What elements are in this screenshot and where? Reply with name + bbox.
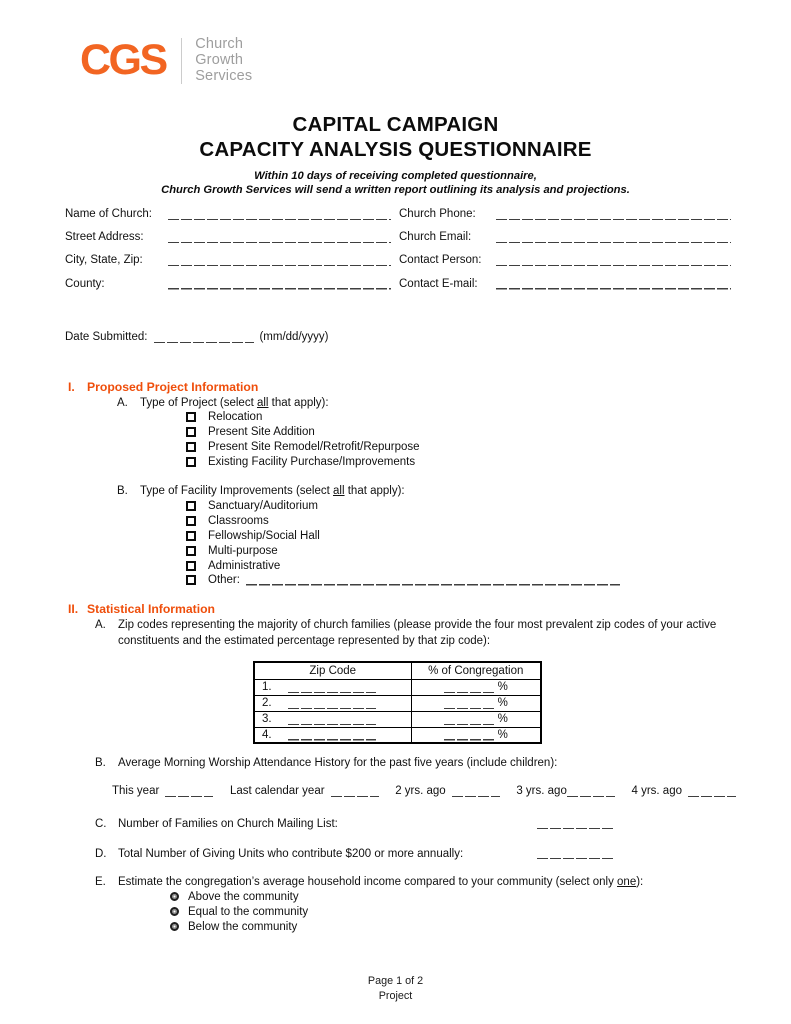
- option-classrooms: [186, 514, 620, 529]
- zip-row-number: 2.: [262, 697, 272, 709]
- street-address-label: Street Address:: [65, 231, 144, 244]
- zip-code-column-header: Zip Code: [254, 662, 411, 679]
- section-1a-text-pre: Type of Project (select: [140, 397, 257, 409]
- household-income-options: [170, 889, 308, 934]
- section-2e-text: [118, 876, 643, 888]
- attendance-history-row: [112, 782, 736, 797]
- city-state-zip-input-line[interactable]: [168, 254, 391, 266]
- this-year-input-line[interactable]: [165, 785, 213, 797]
- congregation-pct-column-header: % of Congregation: [411, 662, 541, 679]
- attendance-2-yrs: [395, 785, 500, 797]
- last-year-label: Last calendar year: [229, 785, 325, 797]
- three-yrs-ago-input-line[interactable]: [567, 785, 615, 797]
- pct-input-line-1[interactable]: [444, 682, 496, 693]
- present-site-addition-checkbox[interactable]: [186, 427, 196, 437]
- field-row-county: [65, 273, 391, 290]
- date-submitted-row: [65, 328, 328, 343]
- option-equal-community: [170, 904, 308, 919]
- date-format-hint: (mm/dd/yyyy): [259, 331, 329, 343]
- present-site-addition-label: Present Site Addition: [208, 426, 315, 439]
- percent-sign: %: [497, 681, 508, 693]
- percent-sign: %: [497, 728, 508, 741]
- section-2-title: Statistical Information: [87, 602, 215, 616]
- page-footer: [0, 974, 791, 1003]
- other-label: Other:: [208, 574, 240, 587]
- option-below-community: [170, 919, 308, 934]
- document-title: [0, 112, 791, 162]
- field-row-contact-person: [399, 249, 731, 266]
- three-yrs-ago-label: 3 yrs. ago: [516, 785, 567, 797]
- zip-row-number: 1.: [262, 681, 272, 693]
- section-2-number: II.: [68, 602, 79, 616]
- present-site-remodel-checkbox[interactable]: [186, 442, 196, 452]
- other-checkbox[interactable]: [186, 575, 196, 585]
- section-1b-text-underlined: all: [333, 485, 345, 497]
- city-state-zip-label: City, State, Zip:: [65, 254, 143, 267]
- section-2d-text: Total Number of Giving Units who contribute $200 or more annually:: [118, 848, 464, 860]
- multi-purpose-label: Multi-purpose: [208, 544, 278, 557]
- logo-name: [195, 37, 252, 85]
- relocation-checkbox[interactable]: [186, 412, 196, 422]
- county-label: County:: [65, 277, 105, 290]
- attendance-4-yrs: [631, 785, 736, 797]
- option-administrative: [186, 558, 620, 573]
- field-row-church-phone: [399, 203, 731, 220]
- section-2c-letter: C.: [95, 818, 107, 830]
- section-1b-text-pre: Type of Facility Improvements (select: [140, 485, 334, 497]
- sanctuary-label: Sanctuary/Auditorium: [208, 500, 318, 513]
- zip-code-input-line-2[interactable]: [288, 698, 376, 709]
- document-subtitle: [0, 169, 791, 198]
- pct-input-line-2[interactable]: [444, 698, 496, 709]
- field-row-name-of-church: [65, 203, 391, 220]
- field-row-city-state-zip: [65, 249, 391, 266]
- section-2c-prompt: [95, 818, 727, 830]
- contact-person-input-line[interactable]: [496, 254, 731, 266]
- name-of-church-label: Name of Church:: [65, 208, 152, 220]
- pct-input-line-4[interactable]: [444, 730, 496, 741]
- section-1a-prompt: [117, 397, 617, 409]
- pct-input-line-3[interactable]: [444, 714, 496, 725]
- zip-code-input-line-4[interactable]: [288, 730, 376, 741]
- title-line-1: CAPITAL CAMPAIGN: [292, 113, 499, 136]
- zip-table-row: [254, 679, 541, 695]
- logo-name-line: Church: [195, 36, 244, 52]
- section-1b-letter: B.: [117, 485, 128, 497]
- section-2a-text: Zip codes representing the majority of church families (please provide the four most prevalent zip codes of your active constituents and the estimated percentage represented by that zip code):: [118, 619, 717, 647]
- two-yrs-ago-input-line[interactable]: [452, 785, 500, 797]
- equal-community-label: Equal to the community: [188, 905, 309, 918]
- section-2e-text-pre: Estimate the congregation’s average household income compared to your community (select only: [118, 876, 618, 888]
- zip-row-number: 4.: [262, 728, 272, 741]
- field-row-contact-email: [399, 273, 731, 290]
- logo-name-line: Services: [195, 67, 253, 84]
- section-2b-prompt: [95, 757, 727, 769]
- zip-table-header-row: [254, 662, 541, 679]
- field-row-street-address: [65, 226, 391, 243]
- attendance-3-yrs: [516, 785, 615, 797]
- four-yrs-ago-label: 4 yrs. ago: [631, 785, 682, 797]
- section-1a-text: [140, 397, 329, 409]
- above-community-label: Above the community: [188, 890, 299, 903]
- section-1a-letter: A.: [117, 397, 128, 409]
- option-existing-facility: [186, 454, 420, 469]
- sanctuary-checkbox[interactable]: [186, 501, 196, 511]
- zip-table-row: [254, 711, 541, 727]
- contact-email-label: Contact E-mail:: [399, 277, 478, 290]
- zip-table-row: [254, 727, 541, 743]
- section-1-heading: [68, 380, 258, 394]
- contact-email-input-line[interactable]: [496, 278, 731, 290]
- zip-code-input-line-3[interactable]: [288, 714, 376, 725]
- section-2e-text-post: ):: [636, 876, 644, 888]
- section-2b-letter: B.: [95, 757, 106, 769]
- option-sanctuary: [186, 499, 620, 514]
- percent-sign: %: [497, 713, 508, 725]
- below-community-radio[interactable]: [170, 922, 179, 931]
- attendance-last-year: [230, 785, 379, 797]
- section-2c-text: Number of Families on Church Mailing List:: [118, 818, 338, 830]
- mailing-list-input-line[interactable]: [537, 817, 613, 829]
- last-year-input-line[interactable]: [331, 785, 379, 797]
- giving-units-input-line[interactable]: [537, 847, 613, 859]
- option-present-site-remodel: [186, 440, 420, 455]
- section-1b-prompt: [117, 485, 677, 497]
- project-type-options: [186, 410, 420, 469]
- option-relocation: [186, 410, 420, 425]
- existing-facility-label: Existing Facility Purchase/Improvements: [208, 455, 416, 468]
- logo-divider: [181, 38, 183, 84]
- street-address-input-line[interactable]: [168, 231, 391, 243]
- percent-sign: %: [497, 697, 508, 709]
- section-2a-letter: A.: [95, 619, 106, 631]
- section-2a-prompt: [95, 618, 727, 650]
- zip-code-input-line-1[interactable]: [288, 682, 376, 693]
- title-line-2: CAPACITY ANALYSIS QUESTIONNAIRE: [199, 138, 592, 161]
- attendance-this-year: [112, 785, 213, 797]
- date-submitted-label: Date Submitted:: [65, 331, 148, 343]
- section-2d-prompt: [95, 848, 727, 860]
- section-1-number: I.: [68, 380, 75, 394]
- fellowship-label: Fellowship/Social Hall: [208, 529, 320, 542]
- classrooms-label: Classrooms: [208, 515, 269, 528]
- page-number: Page 1 of 2: [367, 975, 424, 987]
- facility-improvement-options: [186, 499, 620, 588]
- section-2d-letter: D.: [95, 848, 107, 860]
- section-1b-text-post: that apply):: [344, 485, 405, 497]
- zip-table-row: [254, 695, 541, 711]
- zip-row-number: 3.: [262, 713, 272, 725]
- church-phone-label: Church Phone:: [399, 208, 476, 220]
- section-1b-text: [140, 485, 405, 497]
- equal-community-radio[interactable]: [170, 907, 179, 916]
- footer-doc-label: Project: [378, 989, 413, 1002]
- above-community-radio[interactable]: [170, 892, 179, 901]
- this-year-label: This year: [112, 785, 160, 797]
- fellowship-checkbox[interactable]: [186, 531, 196, 541]
- existing-facility-checkbox[interactable]: [186, 457, 196, 467]
- logo-name-line: Growth: [195, 51, 244, 68]
- option-fellowship: [186, 529, 620, 544]
- church-email-label: Church Email:: [399, 231, 472, 244]
- zip-code-table: [253, 661, 542, 744]
- section-2e-prompt: [95, 876, 745, 888]
- option-multi-purpose: [186, 543, 620, 558]
- option-other: [186, 573, 620, 588]
- relocation-label: Relocation: [208, 411, 263, 424]
- church-phone-input-line[interactable]: [496, 208, 731, 220]
- contact-fields-left: [65, 203, 391, 296]
- present-site-remodel-label: Present Site Remodel/Retrofit/Repurpose: [208, 440, 420, 453]
- cgs-logo-acronym: CGS: [80, 36, 166, 85]
- administrative-checkbox[interactable]: [186, 561, 196, 571]
- section-2b-text: Average Morning Worship Attendance History for the past five years (include children):: [118, 757, 558, 769]
- option-present-site-addition: [186, 425, 420, 440]
- below-community-label: Below the community: [188, 920, 298, 933]
- date-submitted-input-line[interactable]: [154, 331, 254, 343]
- multi-purpose-checkbox[interactable]: [186, 546, 196, 556]
- section-1a-text-post: that apply):: [268, 397, 329, 409]
- county-input-line[interactable]: [168, 278, 391, 290]
- section-1a-text-underlined: all: [256, 397, 269, 409]
- subtitle-line-2: Church Growth Services will send a written report outlining its analysis and projections.: [161, 184, 630, 197]
- administrative-label: Administrative: [208, 559, 281, 572]
- contact-fields-right: [399, 203, 731, 296]
- field-row-church-email: [399, 226, 731, 243]
- section-2e-letter: E.: [95, 876, 106, 888]
- two-yrs-ago-label: 2 yrs. ago: [395, 785, 446, 797]
- option-above-community: [170, 889, 308, 904]
- cgs-logo: [80, 37, 252, 85]
- contact-person-label: Contact Person:: [399, 254, 482, 267]
- other-input-line[interactable]: [246, 575, 620, 586]
- four-yrs-ago-input-line[interactable]: [688, 785, 736, 797]
- church-email-input-line[interactable]: [496, 231, 731, 243]
- name-of-church-input-line[interactable]: [168, 208, 391, 220]
- subtitle-line-1: Within 10 days of receiving completed questionnaire,: [254, 170, 537, 182]
- section-2-heading: [68, 602, 215, 616]
- section-2e-text-underlined: one: [617, 876, 637, 888]
- section-1-title: Proposed Project Information: [87, 380, 259, 394]
- classrooms-checkbox[interactable]: [186, 516, 196, 526]
